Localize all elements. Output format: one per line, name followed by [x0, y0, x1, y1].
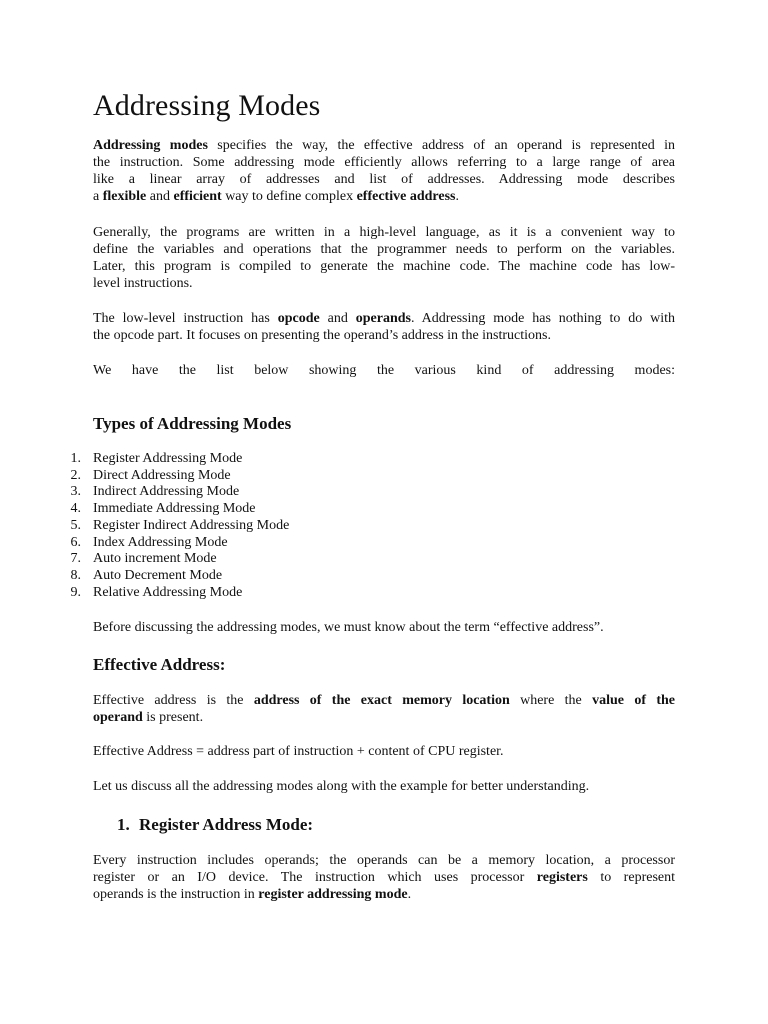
list-item-number: 8. — [70, 567, 81, 583]
register-mode-line-3: operands is the instruction in register addressing mode. — [93, 887, 412, 902]
effective-address-term: effective address — [356, 189, 456, 204]
register-mode-line-1: Every instruction includes operands; the operands can be a memory location, a processor — [93, 853, 675, 868]
list-item — [0, 484, 289, 501]
intro-paragraph — [93, 137, 675, 205]
operands-term: operands — [355, 311, 411, 326]
programs-line-2: define the variables and operations that the programmer needs to perform on the variables. — [93, 242, 675, 257]
list-item — [0, 551, 289, 568]
before-discussing-line: Before discussing the addressing modes, we must know about the term “effective address”. — [93, 620, 604, 635]
intro-line-2: the instruction. Some addressing mode efficiently allows referring to a large range of area — [93, 155, 675, 170]
intro-line-4: a flexible and efficient way to define complex effective address. — [93, 189, 459, 204]
low-level-line-2: the opcode part. It focuses on presenting the operand’s address in the instructions. — [93, 328, 551, 343]
programs-line-4: level instructions. — [93, 276, 193, 291]
low-level-line-1: The low-level instruction has opcode and operands. Addressing mode has nothing to do with — [93, 311, 676, 326]
list-item-label: Immediate Addressing Mode — [93, 501, 256, 517]
list-item — [0, 568, 289, 585]
programs-line-1: Generally, the programs are written in a high-level language, as it is a convenient way to — [93, 225, 675, 240]
discuss-paragraph — [93, 778, 675, 795]
programs-paragraph — [93, 224, 675, 292]
formula-paragraph — [93, 743, 675, 760]
low-level-paragraph — [93, 310, 675, 344]
addressing-modes-term: Addressing modes — [93, 138, 208, 153]
list-item — [0, 451, 289, 468]
list-item — [0, 535, 289, 552]
section-number: 1. — [117, 815, 130, 834]
list-item-number: 7. — [70, 551, 81, 567]
effective-definition-line-2: operand is present. — [93, 710, 204, 725]
list-intro-paragraph — [93, 362, 675, 379]
opcode-term: opcode — [277, 311, 320, 326]
register-mode-paragraph — [93, 852, 675, 903]
list-item-label: Indirect Addressing Mode — [93, 484, 240, 500]
list-item-label: Index Addressing Mode — [93, 534, 228, 550]
list-item-label: Direct Addressing Mode — [93, 467, 231, 483]
list-item-label: Register Addressing Mode — [93, 451, 243, 466]
list-item — [0, 585, 289, 602]
list-intro-line: We have the list below showing the various kind of addressing modes: — [93, 363, 675, 378]
list-item-number: 1. — [70, 451, 81, 466]
formula-line: Effective Address = address part of instruction + content of CPU register. — [93, 744, 504, 759]
intro-line-1: Addressing modes specifies the way, the effective address of an operand is represented in — [93, 138, 675, 153]
registers-term: registers — [536, 870, 588, 885]
list-item-number: 9. — [70, 584, 81, 600]
list-item — [0, 518, 289, 535]
discuss-line: Let us discuss all the addressing modes along with the example for better understanding. — [93, 779, 590, 794]
list-item — [0, 468, 289, 485]
list-item-label: Register Indirect Addressing Mode — [93, 517, 290, 533]
register-addressing-mode-term: register addressing mode — [258, 887, 408, 902]
list-item-label: Auto increment Mode — [93, 551, 217, 567]
programs-line-3: Later, this program is compiled to generate the machine code. The machine code has low- — [93, 259, 675, 274]
efficient-term: efficient — [173, 189, 222, 204]
list-item — [0, 501, 289, 518]
types-heading: Types of Addressing Modes — [93, 414, 292, 433]
list-item-label: Auto Decrement Mode — [93, 567, 223, 583]
intro-line-3: like a linear array of addresses and list of addresses. Addressing mode describes — [93, 172, 675, 187]
effective-address-heading: Effective Address: — [93, 655, 226, 674]
effective-definition-paragraph — [93, 692, 675, 726]
register-address-mode-heading — [117, 814, 313, 836]
list-item-number: 6. — [70, 534, 81, 550]
list-item-number: 3. — [70, 484, 81, 500]
flexible-term: flexible — [102, 189, 147, 204]
addressing-modes-list — [0, 451, 289, 601]
page-title: Addressing Modes — [93, 89, 321, 122]
before-discussing-paragraph — [93, 619, 675, 636]
list-item-number: 5. — [70, 517, 81, 533]
list-item-number: 2. — [70, 467, 81, 483]
effective-definition-line-1: Effective address is the address of the exact memory location where the value of the — [93, 693, 675, 708]
section-title: Register Address Mode: — [139, 815, 314, 834]
list-item-label: Relative Addressing Mode — [93, 584, 243, 600]
list-item-number: 4. — [70, 501, 81, 517]
register-mode-line-2: register or an I/O device. The instruction which uses processor registers to represent — [93, 870, 675, 885]
